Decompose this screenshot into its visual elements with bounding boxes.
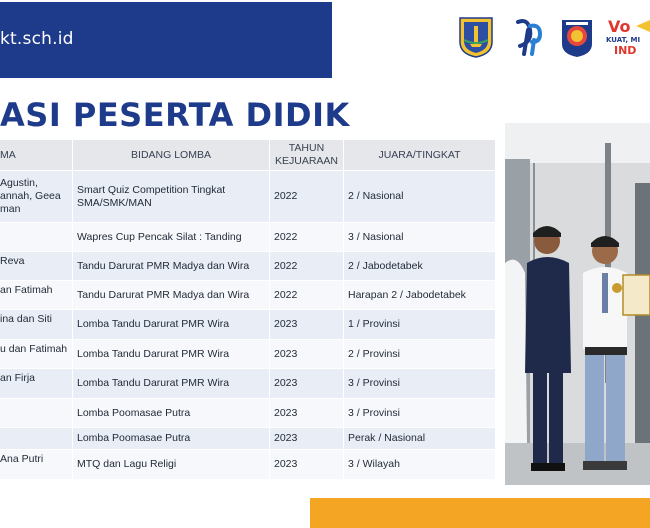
cell-bidang: Lomba Tandu Darurat PMR Wira [73, 340, 270, 369]
cell-juara: 1 / Provinsi [344, 310, 496, 340]
column-header-juara: JUARA/TINGKAT [344, 140, 496, 171]
cell-nama: an Firja [0, 369, 73, 399]
table-header-row [0, 140, 496, 171]
cell-nama: ina dan Siti [0, 310, 73, 340]
cell-bidang: MTQ dan Lagu Religi [73, 450, 270, 480]
cell-tahun: 2023 [270, 399, 344, 428]
cell-tahun: 2022 [270, 252, 344, 281]
cell-tahun: 2023 [270, 340, 344, 369]
cell-nama [0, 399, 73, 428]
cell-nama: u dan Fatimah [0, 340, 73, 369]
cell-tahun: 2022 [270, 223, 344, 252]
cell-juara: 2 / Nasional [344, 171, 496, 223]
smk-badge-icon [560, 16, 594, 58]
cell-nama: Agustin, annah, Geea man [0, 171, 73, 223]
jakarta-seal-icon [458, 16, 494, 58]
svg-text:KUAT, MI: KUAT, MI [606, 36, 641, 44]
slogan-logo-icon [606, 16, 650, 58]
cell-bidang: Lomba Tandu Darurat PMR Wira [73, 369, 270, 399]
table-row [0, 281, 496, 310]
cell-tahun: 2023 [270, 369, 344, 399]
achievement-table [0, 140, 496, 480]
column-header-tahun: TAHUN KEJUARAAN [270, 140, 344, 171]
cell-juara: 3 / Provinsi [344, 399, 496, 428]
cell-juara: 3 / Provinsi [344, 369, 496, 399]
cell-bidang: Wapres Cup Pencak Silat : Tanding [73, 223, 270, 252]
cell-tahun: 2022 [270, 281, 344, 310]
cell-tahun: 2023 [270, 450, 344, 480]
cell-bidang: Tandu Darurat PMR Madya dan Wira [73, 281, 270, 310]
column-header-bidang: BIDANG LOMBA [73, 140, 270, 171]
cell-bidang: Lomba Tandu Darurat PMR Wira [73, 310, 270, 340]
table-row [0, 340, 496, 369]
footer-accent-bar [310, 498, 650, 528]
cell-bidang: Tandu Darurat PMR Madya dan Wira [73, 252, 270, 281]
students-photo [505, 123, 650, 485]
school-url: kt.sch.id [0, 29, 74, 49]
svg-text:Vo: Vo [608, 17, 631, 36]
cell-juara: 3 / Wilayah [344, 450, 496, 480]
cell-tahun: 2022 [270, 171, 344, 223]
table-row [0, 369, 496, 399]
cell-juara: 2 / Provinsi [344, 340, 496, 369]
cell-nama: Reva [0, 252, 73, 281]
cell-juara: Perak / Nasional [344, 428, 496, 450]
cell-nama: Ana Putri [0, 450, 73, 480]
table-row [0, 450, 496, 480]
svg-text:IND: IND [614, 44, 637, 57]
cell-tahun: 2023 [270, 310, 344, 340]
table-row [0, 428, 496, 450]
table-row [0, 399, 496, 428]
header-banner [0, 2, 332, 78]
table-row [0, 310, 496, 340]
cell-bidang: Smart Quiz Competition Tingkat SMA/SMK/MAN [73, 171, 270, 223]
table-row [0, 171, 496, 223]
dp-logo-icon [510, 16, 546, 58]
cell-juara: 3 / Nasional [344, 223, 496, 252]
cell-bidang: Lomba Poomasae Putra [73, 399, 270, 428]
cell-bidang: Lomba Poomasae Putra [73, 428, 270, 450]
column-header-nama: MA [0, 140, 73, 171]
cell-tahun: 2023 [270, 428, 344, 450]
cell-nama [0, 223, 73, 252]
cell-juara: 2 / Jabodetabek [344, 252, 496, 281]
table-row [0, 252, 496, 281]
cell-nama [0, 428, 73, 450]
partner-logos [458, 16, 650, 60]
cell-juara: Harapan 2 / Jabodetabek [344, 281, 496, 310]
cell-nama: an Fatimah [0, 281, 73, 310]
page-title: ASI PESERTA DIDIK [0, 96, 350, 134]
table-row [0, 223, 496, 252]
